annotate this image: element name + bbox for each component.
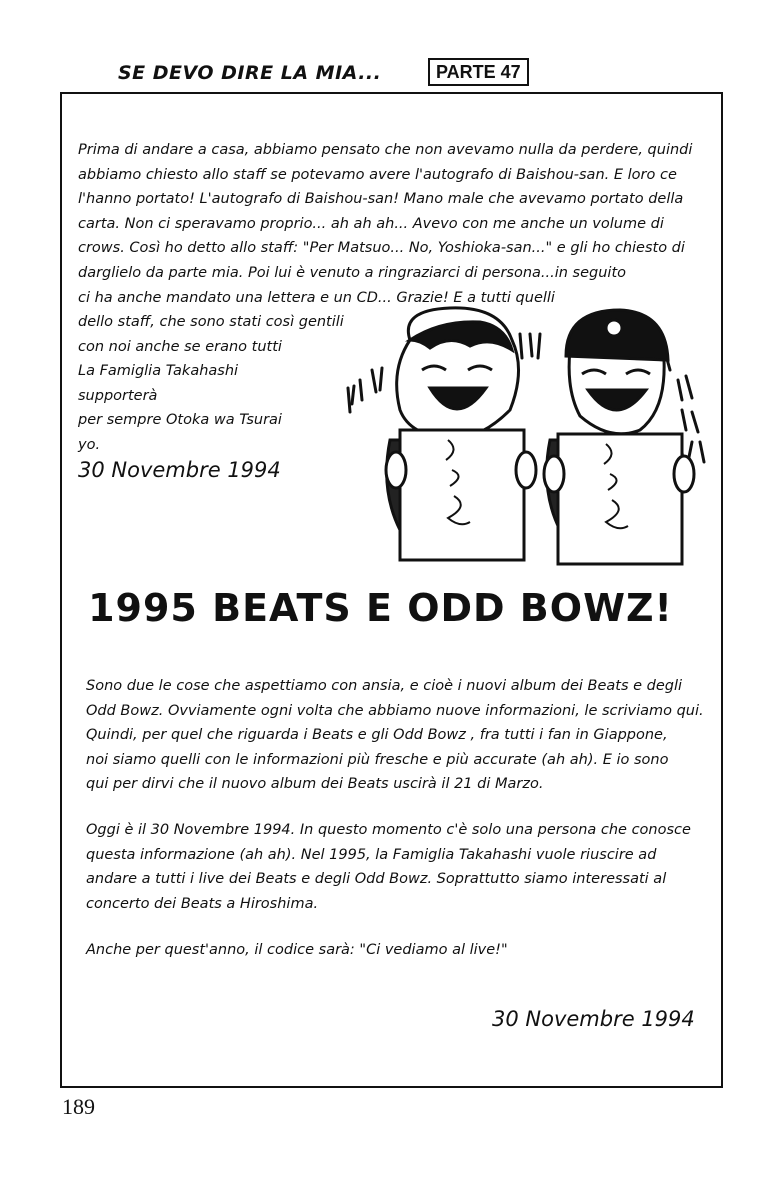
page-number: 189 [62,1094,95,1119]
paragraph-albums: Sono due le cose che aspettiamo con ansia, e cioè i nuovi album dei Beats e degli Odd Bowz. Ovviamente ogni volta che abbiamo nuove informazioni, le scriviamo qui. Quindi, per quel che riguarda i Beats e gli Odd Bowz , fra tutti i fan in Giappone, noi siamo quelli con le informazioni più fresche e più accurate (ah ah). E io sono qui per dirvi che il nuovo album dei Beats uscirà il 21 di Marzo. [86,678,704,793]
date-signature-1: 30 Novembre 1994 [78,458,281,482]
paragraph-motto: Anche per quest'anno, il codice sarà: "Ci vediamo al live!" [86,942,508,958]
date-signature-2: 30 Novembre 1994 [492,1007,695,1031]
paragraph-support: La Famiglia Takahashi supporterà per sempre Otoka wa Tsurai yo. [78,363,282,453]
paragraph-live-plans: Oggi è il 30 Novembre 1994. In questo momento c'è solo una persona che conosce questa informazione (ah ah). Nel 1995, la Famiglia Takahashi vuole riuscire ad andare a tutti i live dei Beats e degli Odd Bowz. Soprattutto siamo interessati al concerto dei Beats a Hiroshima. [86,822,691,912]
part-label: PARTE 47 [428,58,529,86]
section-heading: SE DEVO DIRE LA MIA... [118,62,382,84]
two-fans-holding-autographs-illustration [330,300,710,570]
section-title: 1995 BEATS E ODD BOWZ! [88,586,673,630]
paragraph-autograph: Prima di andare a casa, abbiamo pensato che non avevamo nulla da perdere, quindi abbiamo chiesto allo staff se potevamo avere l'autografo di Baishou-san. E loro ce l'hanno portato! L'autografo di Baishou-san! Mano male che avevamo portato della carta. Non ci speravamo proprio... ah ah ah... Avevo con me anche un volume di crows. Così ho detto allo staff: "Per Matsuo... No, Yoshioka-san..." e gli ho chiesto di darglielo da parte mia. Poi lui è venuto a ringraziarci di persona...in seguito ci ha anche mandato una lettera e un CD... Grazie! E a tutti quelli dello staff, che sono stati così gentili con noi anche se erano tutti [78,142,693,355]
